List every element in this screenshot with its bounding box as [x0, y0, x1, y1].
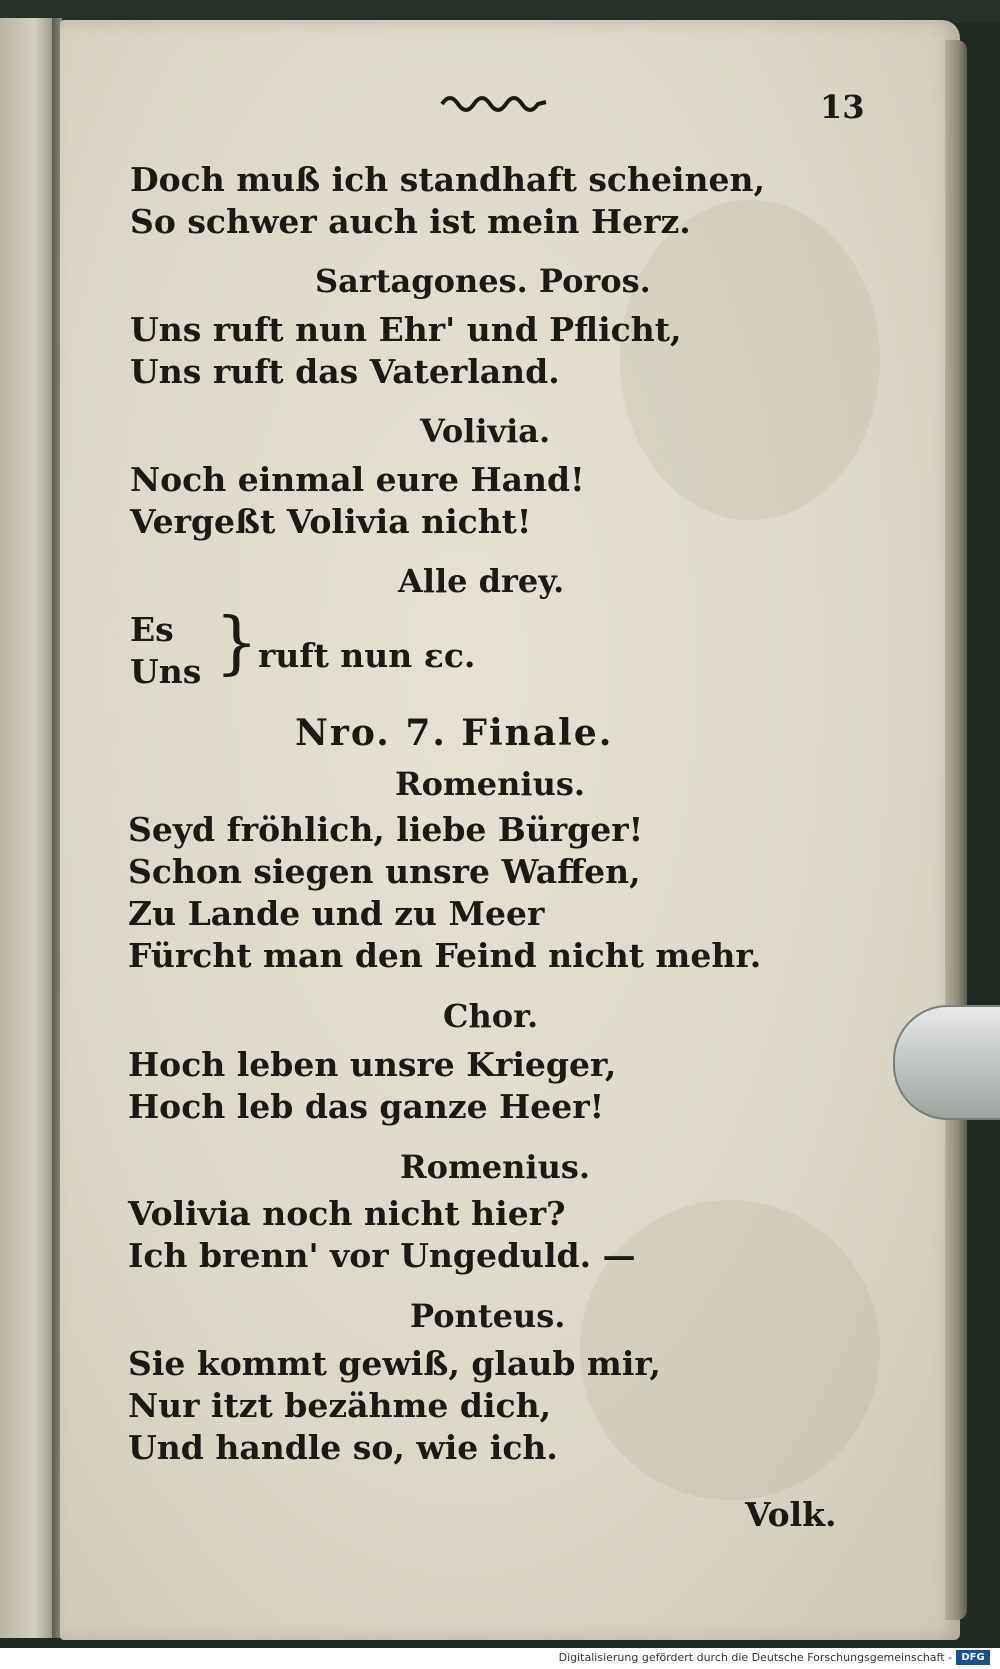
brace-glyph: }	[215, 604, 259, 683]
facing-page-edge	[0, 18, 58, 1638]
verse-line: Noch einmal eure Hand!	[130, 460, 585, 499]
verse-line: Hoch leben unsre Krieger,	[128, 1045, 617, 1084]
page-fore-edge	[945, 40, 967, 1620]
speaker-name: Volivia.	[420, 412, 551, 450]
speaker-name: Sartagones. Poros.	[315, 262, 651, 300]
verse-line: Nur itzt bezähme dich,	[128, 1386, 552, 1425]
speaker-name: Romenius.	[395, 765, 585, 803]
section-heading: Nro. 7. Finale.	[295, 712, 614, 754]
page-number: 13	[820, 88, 865, 126]
verse-line: Fürcht man den Feind nicht mehr.	[128, 936, 762, 975]
dfg-logo: DFG	[956, 1650, 990, 1665]
speaker-name: Alle drey.	[398, 562, 565, 600]
verse-line: ruft nun ɛc.	[258, 636, 476, 675]
verse-line: Und handle so, wie ich.	[128, 1428, 558, 1467]
speaker-name: Chor.	[443, 997, 539, 1035]
verse-line: Hoch leb das ganze Heer!	[128, 1087, 605, 1126]
verse-line: Sie kommt gewiß, glaub mir,	[128, 1344, 661, 1383]
scan-background	[0, 0, 1000, 22]
verse-line: Doch muß ich standhaft scheinen,	[130, 160, 766, 199]
book-clip	[893, 1005, 1000, 1120]
verse-line: Zu Lande und zu Meer	[128, 894, 545, 933]
verse-line: Uns	[130, 652, 202, 691]
verse-line: Vergeßt Volivia nicht!	[130, 502, 532, 541]
ornament-wave-icon	[440, 90, 550, 114]
verse-line: So schwer auch ist mein Herz.	[130, 202, 691, 241]
page-stain	[620, 200, 880, 520]
verse-line: Schon siegen unsre Waffen,	[128, 852, 641, 891]
speaker-name: Romenius.	[400, 1148, 590, 1186]
verse-line: Uns ruft das Vaterland.	[130, 352, 560, 391]
speaker-name: Ponteus.	[410, 1297, 566, 1335]
verse-line: Uns ruft nun Ehr' und Pflicht,	[130, 310, 682, 349]
verse-line: Ich brenn' vor Ungeduld. —	[128, 1236, 636, 1275]
footer-credit: Digitalisierung gefördert durch die Deutsche Forschungsgemeinschaft -	[558, 1651, 952, 1664]
verse-line: Es	[130, 610, 174, 649]
verse-line: Seyd fröhlich, liebe Bürger!	[128, 810, 644, 849]
catchword: Volk.	[745, 1495, 837, 1534]
verse-line: Volivia noch nicht hier?	[128, 1194, 566, 1233]
